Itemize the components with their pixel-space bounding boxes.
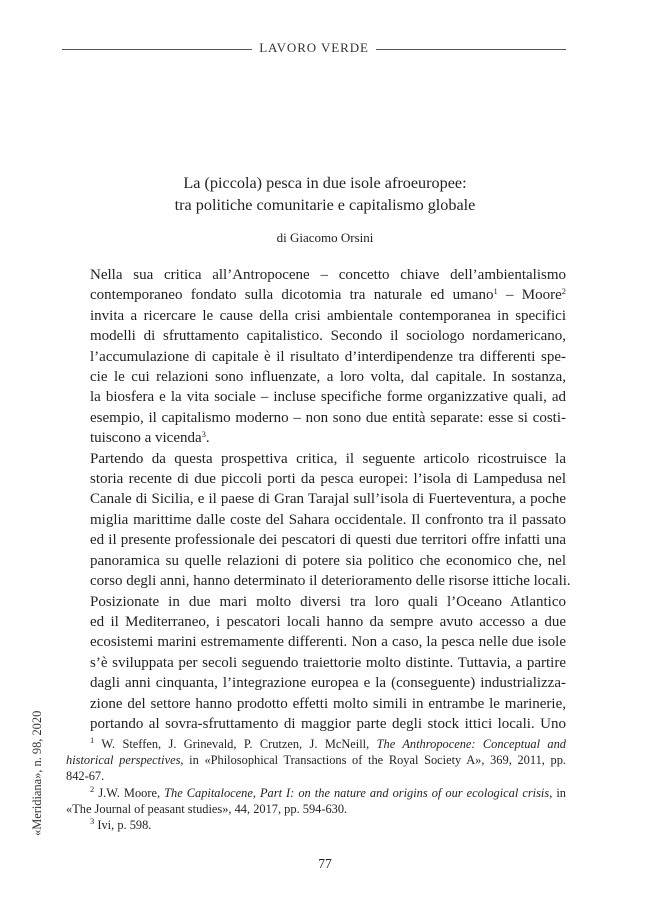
header-rule-right <box>376 49 566 50</box>
running-header <box>62 40 566 56</box>
body-line: invita a ricercare le cause della crisi ambientale contemporanea in specifici <box>90 307 566 324</box>
body-line: Nella sua critica all’Antropocene – concetto chiave dell’ambientalismo <box>90 267 566 283</box>
article-author: di Giacomo Orsini <box>276 230 374 245</box>
body-line: dagli anni cinquanta, l’integrazione europea e la (conseguente) industrializza- <box>90 675 566 692</box>
body-line: portando al sovra-sfruttamento di maggior parte degli stock ittici locali. Uno <box>90 715 566 732</box>
body-line: corso degli anni, hanno determinato il deterioramento delle risorse ittiche locali. <box>90 573 571 590</box>
footnotes <box>66 736 566 833</box>
footnote-ref: 2 <box>561 286 567 297</box>
body-line: cie le cui relazioni sono influenzate, a loro volta, dal capitale. In sostanza, <box>90 369 566 386</box>
title-line-1: La (piccola) pesca in due isole afroeuropee: <box>183 174 467 192</box>
footnote-ref: 1 <box>493 286 498 297</box>
body-line: Posizionate in due mari molto diversi tra loro quali l’Oceano Atlantico <box>90 593 566 610</box>
body-line: s’è sviluppata per secoli seguendo traiettorie molto distinte. Tuttavia, a partire <box>90 654 566 671</box>
body-line: ed il Mediterraneo, i pescatori locali hanno da sempre avuto accesso a due <box>90 613 566 630</box>
body-line: Canale di Sicilia, e il paese di Gran Tarajal sull’isola di Fuerteventura, a poche <box>90 491 566 508</box>
footnote-ref: 3 <box>201 429 206 440</box>
paragraph-1 <box>66 265 566 449</box>
paragraph-3 <box>66 592 566 735</box>
footnote-1: $^1$ W. Steffen, J. Grinevald, P. Crutzen, J. McNeill, The Anthropocene: Conceptual and historical perspectives, in «Philosophical Transactions of the Royal Society A», 369, 2011, pp. 842-67. <box>66 735 567 784</box>
body-line: contemporaneo fondato sulla dicotomia tra naturale ed umano$^1$ – Moore$^2$ <box>90 286 567 304</box>
page-number: 77 <box>318 856 332 871</box>
article-body <box>66 265 571 734</box>
body-line: ecosistemi marini estremamente differenti. Non a caso, la pesca nelle due isole <box>90 634 566 651</box>
body-line: panoramica su quelle relazioni di potere sia politico che economico che, nel <box>90 552 566 569</box>
body-line: storia recente di due piccoli porti da pesca europei: l’isola di Lampedusa nel <box>90 471 566 488</box>
body-line: tuiscono a vicenda$^3$. <box>90 429 210 447</box>
body-line: modelli di sfruttamento capitalistico. Secondo il sociologo nordamericano, <box>90 328 566 345</box>
body-line: zione del settore hanno prodotto effetti molto simili in entrambe le marinerie, <box>90 695 566 712</box>
footnote-3: $^3$ Ivi, p. 598. <box>90 816 152 833</box>
footnote-number: 1 <box>90 735 95 745</box>
article-title <box>0 172 650 216</box>
title-line-2: tra politiche comunitarie e capitalismo globale <box>174 196 476 214</box>
body-line: la biosfera e la vita sociale – incluse specifiche forme organizzative quali, ad <box>90 389 566 406</box>
body-line: ed il presente professionale dei pescatori di questi due territori offre infatti una <box>90 532 566 549</box>
body-line: esempio, il capitalismo moderno – non sono due entità separate: esse si costi- <box>90 409 566 426</box>
body-line: l’accumulazione di capitale è il risultato d’interdipendenze tra differenti spe- <box>90 348 566 365</box>
footnote-number: 2 <box>90 783 95 794</box>
body-line: Partendo da questa prospettiva critica, il seguente articolo ricostruisce la <box>90 450 566 467</box>
footnote-2: $^2$ J.W. Moore, The Capitalocene, Part I: on the nature and origins of our ecological crisis, in «The Journal of peasant studies», 44, 2017, pp. 594-630. <box>66 783 566 816</box>
paragraph-2 <box>66 449 571 592</box>
journal-citation: «Meridiana», n. 98, 2020 <box>30 710 44 836</box>
section-label: LAVORO VERDE <box>259 40 369 55</box>
footnote-number: 3 <box>90 816 95 827</box>
body-line: miglia marittime dalle coste del Sahara occidentale. Il confronto tra il passato <box>90 511 566 528</box>
header-rule-left <box>62 49 252 50</box>
